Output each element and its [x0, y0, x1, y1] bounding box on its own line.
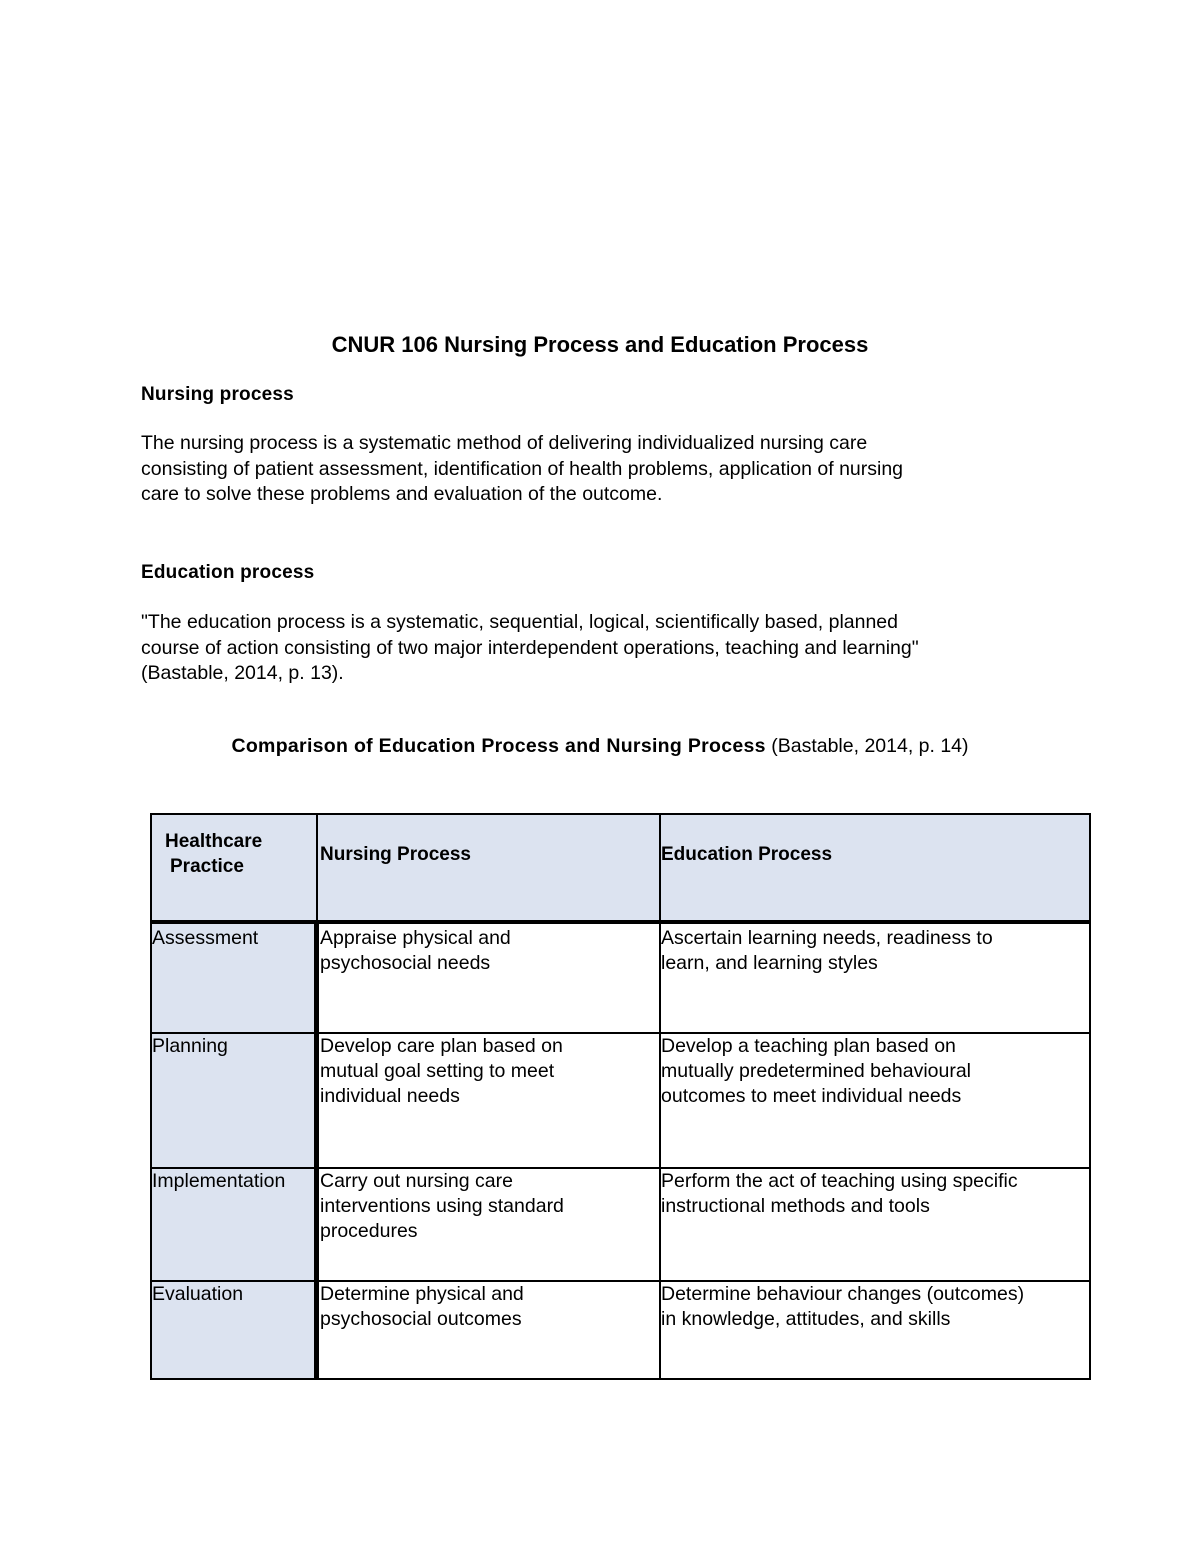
education-process-heading: Education process — [141, 562, 315, 583]
table-row-assessment-practice: Assessment — [152, 927, 259, 949]
header-nursing-process: Nursing Process — [320, 844, 471, 865]
header-healthcare-practice — [165, 829, 315, 879]
table-row-assessment-education: Ascertain learning needs, readiness to learn, and learning styles — [661, 927, 993, 974]
table-row-evaluation-nursing: Determine physical and psychosocial outcomes — [320, 1283, 524, 1330]
paragraph-line: The nursing process is a systematic method of delivering individualized nursing care — [141, 432, 868, 454]
table-row-implementation-nursing: Carry out nursing care interventions using standard procedures — [320, 1170, 564, 1242]
paragraph-line: care to solve these problems and evaluation of the outcome. — [141, 483, 663, 505]
table-row-implementation-practice: Implementation — [152, 1170, 286, 1192]
table-row-evaluation-practice: Evaluation — [152, 1283, 244, 1305]
nursing-process-heading: Nursing process — [141, 384, 294, 405]
table-row-planning-practice: Planning — [152, 1035, 228, 1057]
paragraph-line: "The education process is a systematic, sequential, logical, scientifically based, planned — [141, 611, 898, 633]
header-education-process: Education Process — [661, 844, 833, 865]
column-divider-practice — [314, 923, 319, 1380]
practice-column-background — [150, 923, 317, 1380]
header-practice-line: Practice — [170, 856, 244, 877]
table-row-evaluation-education: Determine behaviour changes (outcomes) in knowledge, attitudes, and skills — [661, 1283, 1025, 1330]
page-title: CNUR 106 Nursing Process and Education Process — [331, 332, 869, 357]
table-caption-citation: (Bastable, 2014, p. 14) — [765, 735, 969, 757]
table-row-planning-nursing: Develop care plan based on mutual goal setting to meet individual needs — [320, 1035, 563, 1107]
header-practice-line: Healthcare — [165, 831, 263, 852]
table-border-left — [150, 813, 152, 1380]
paragraph-line: (Bastable, 2014, p. 13). — [141, 662, 344, 684]
table-row-assessment-nursing: Appraise physical and psychosocial needs — [320, 927, 511, 974]
nursing-process-paragraph — [141, 431, 1021, 508]
table-caption-title: Comparison of Education Process and Nursing Process — [231, 735, 766, 757]
column-divider-header — [316, 813, 318, 923]
header-divider — [150, 920, 1091, 924]
table-caption — [0, 733, 1200, 759]
row-divider — [150, 1032, 1091, 1034]
row-divider — [150, 1167, 1091, 1169]
table-row-implementation-education: Perform the act of teaching using specific instructional methods and tools — [661, 1170, 1018, 1217]
paragraph-line: course of action consisting of two major interdependent operations, teaching and learning" — [141, 636, 919, 659]
table-border-bottom — [150, 1378, 1091, 1380]
table-border-top — [150, 813, 1091, 815]
column-divider-education — [659, 813, 661, 1380]
paragraph-line: consisting of patient assessment, identification of health problems, application of nursing — [141, 457, 904, 480]
table-border-right — [1089, 813, 1091, 1380]
comparison-table — [150, 813, 1091, 1380]
education-process-paragraph — [141, 610, 1021, 687]
row-divider — [150, 1280, 1091, 1282]
table-row-planning-education: Develop a teaching plan based on mutually predetermined behavioural outcomes to meet individual needs — [661, 1035, 972, 1107]
